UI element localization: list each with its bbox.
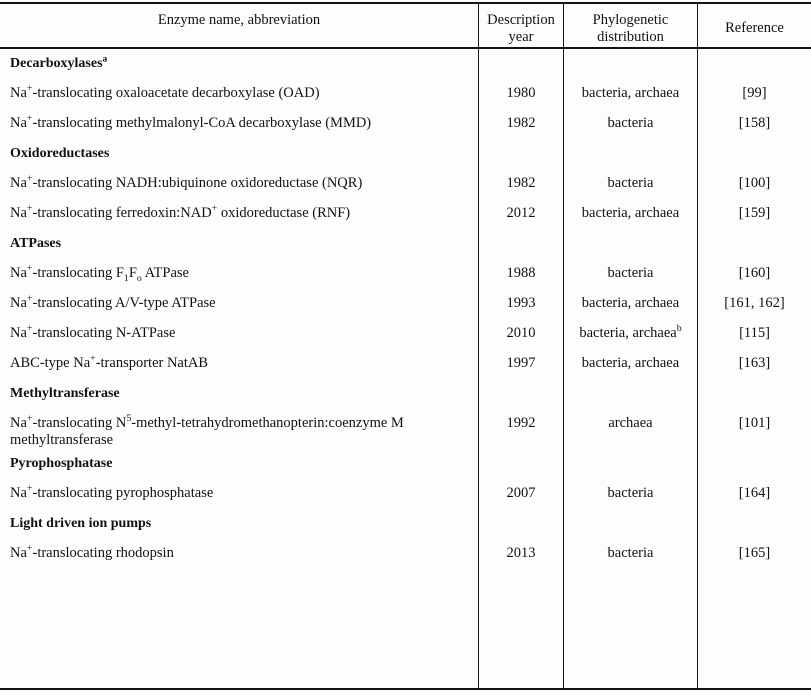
enzyme-name: Na+-translocating A/V-type ATPase — [10, 293, 216, 311]
section-heading: ATPases — [10, 236, 62, 251]
enzyme-name: ABC-type Na+-transporter NatAB — [10, 353, 209, 371]
column-header-phylogenetic-distribution — [564, 12, 697, 46]
table-row — [0, 259, 811, 289]
column-header-reference-label: Reference — [725, 20, 784, 36]
phylogenetic-distribution: bacteria — [607, 115, 654, 131]
description-year: 1993 — [506, 295, 536, 311]
description-year: 1992 — [506, 415, 536, 431]
table-section-row — [0, 449, 811, 479]
reference-citation: [158] — [738, 115, 771, 131]
description-year: 2010 — [506, 325, 536, 341]
phylogenetic-distribution: bacteria — [607, 545, 654, 561]
reference-citation: [160] — [738, 265, 771, 281]
description-year: 1982 — [506, 115, 536, 131]
table-row — [0, 479, 811, 509]
table-section-row — [0, 509, 811, 539]
phylogenetic-distribution: bacteria, archaea — [581, 85, 680, 101]
phylogenetic-distribution: bacteria, archaea — [581, 295, 680, 311]
table-header-row — [0, 4, 811, 47]
description-year: 1982 — [506, 175, 536, 191]
section-heading: Pyrophosphatase — [10, 456, 113, 471]
column-header-enzyme — [0, 12, 478, 29]
phylogenetic-distribution: bacteria, archaea — [581, 355, 680, 371]
reference-citation: [163] — [738, 355, 771, 371]
table-section-row — [0, 139, 811, 169]
column-header-year-line2: year — [508, 29, 534, 45]
description-year: 1997 — [506, 355, 536, 371]
table-section-row — [0, 229, 811, 259]
table-body — [0, 49, 811, 569]
enzyme-name: Na+-translocating rhodopsin — [10, 543, 174, 561]
phylogenetic-distribution: bacteria — [607, 175, 654, 191]
section-heading: Oxidoreductases — [10, 146, 110, 161]
section-heading: Decarboxylases$^a$ — [10, 54, 108, 71]
reference-citation: [99] — [742, 85, 767, 101]
table-section-row — [0, 49, 811, 79]
section-heading: Light driven ion pumps — [10, 516, 152, 531]
reference-citation: [101] — [738, 415, 771, 431]
description-year: 1988 — [506, 265, 536, 281]
reference-citation: [115] — [739, 325, 770, 341]
phylogenetic-distribution: bacteria, archaea$^b$ — [579, 323, 682, 341]
description-year: 2007 — [506, 485, 536, 501]
column-header-description-year — [479, 12, 563, 46]
table-row — [0, 79, 811, 109]
reference-citation: [164] — [738, 485, 771, 501]
table-row — [0, 539, 811, 569]
enzyme-name: Na+-translocating $F_1F_o$ ATPase — [10, 263, 189, 284]
table-row — [0, 349, 811, 379]
table-bottom-rule — [0, 688, 811, 690]
enzyme-name: Na+-translocating pyrophosphatase — [10, 483, 214, 501]
table-row — [0, 409, 811, 449]
enzyme-name: Na+-translocating $N^5-methyl-tetrahydromethanopterin:coenzyme$ M methyltransferase — [10, 413, 404, 448]
table-row — [0, 319, 811, 349]
enzyme-name: Na+-translocating ferredoxin:NAD+ oxidoreductase (RNF) — [10, 203, 351, 221]
enzyme-name: Na+-translocating N-ATPase — [10, 323, 176, 341]
phylogenetic-distribution: bacteria, archaea — [581, 205, 680, 221]
table-row — [0, 109, 811, 139]
table-row — [0, 289, 811, 319]
phylogenetic-distribution: bacteria — [607, 265, 654, 281]
enzyme-name: Na+-translocating methylmalonyl-CoA decarboxylase (MMD) — [10, 113, 372, 131]
reference-citation: [165] — [738, 545, 771, 561]
table-row — [0, 199, 811, 229]
column-header-reference — [698, 20, 811, 37]
phylogenetic-distribution: archaea — [608, 415, 653, 431]
enzyme-name: Na+-translocating NADH:ubiquinone oxidoreductase (NQR) — [10, 173, 363, 191]
column-header-dist-line1: Phylogenetic — [592, 12, 669, 28]
column-header-dist-line2: distribution — [597, 29, 664, 45]
section-heading: Methyltransferase — [10, 386, 120, 401]
reference-citation: [161, 162] — [724, 295, 785, 311]
table-section-row — [0, 379, 811, 409]
description-year: 2013 — [506, 545, 536, 561]
column-header-enzyme-label: Enzyme name, abbreviation — [157, 12, 321, 28]
column-header-year-line1: Description — [487, 12, 555, 28]
phylogenetic-distribution: bacteria — [607, 485, 654, 501]
reference-citation: [100] — [738, 175, 771, 191]
reference-citation: [159] — [738, 205, 771, 221]
table-row — [0, 169, 811, 199]
description-year: 2012 — [506, 205, 536, 221]
enzyme-name: Na+-translocating oxaloacetate decarboxylase (OAD) — [10, 83, 320, 101]
description-year: 1980 — [506, 85, 536, 101]
